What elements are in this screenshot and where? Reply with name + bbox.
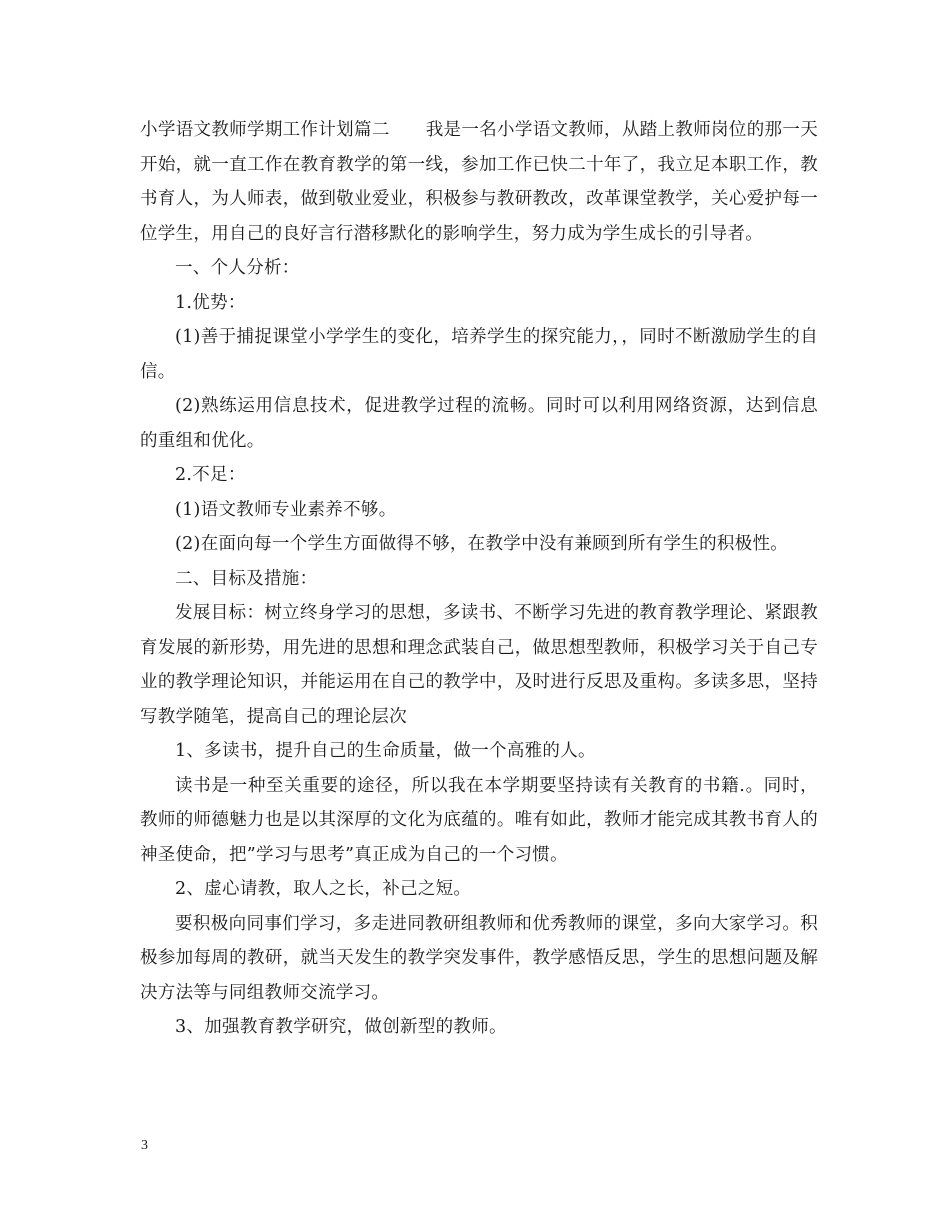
document-body [140, 113, 818, 1045]
page-number: 3 [141, 1138, 148, 1153]
development-goal-paragraph: 发展目标：树立终身学习的思想，多读书、不断学习先进的教育教学理论、紧跟教育发展的新形势，用先进的思想和理念武装自己，做思想型教师，积极学习关于自己专业的教学理论知识，并能运用在自己的教学中，及时进行反思及重构。多读多思，坚持写教学随笔，提高自己的理论层次 [140, 603, 818, 727]
subheading-weaknesses: 2.不足： [175, 465, 246, 485]
measure-paragraph-1: 读书是一种至关重要的途径，所以我在本学期要坚持读有关教育的书籍.。同时，教师的师德魅力也是以其深厚的文化为底蕴的。唯有如此，教师才能完成其教书育人的神圣使命，把”学习与思考”真正成为自己的一个习惯。 [140, 775, 818, 865]
title-paragraph [140, 113, 818, 251]
weakness-item-1: (1)语文教师专业素养不够。 [175, 499, 397, 520]
measure-heading-2: 2、虚心请教，取人之长，补己之短。 [175, 879, 472, 899]
subheading-strengths: 1.优势： [175, 292, 246, 313]
measure-paragraph-2: 要积极向同事们学习，多走进同教研组教师和优秀教师的课堂，多向大家学习。积极参加每周的教研，就当天发生的教学突发事件，教学感悟反思，学生的思想问题及解决方法等与同组教师交流学习。 [140, 913, 818, 1003]
section-heading-personal-analysis: 一、个人分析： [175, 258, 300, 278]
intro-text: 我是一名小学语文教师，从踏上教师岗位的那一天开始，就一直工作在教育教学的第一线，参加工作已快二十年了，我立足本职工作，教书育人，为人师表，做到敬业爱业，积极参与教研教改，改革课堂教学，关心爱护每一位学生，用自己的良好言行潜移默化的影响学生，努力成为学生成长的引导者。 [140, 120, 818, 244]
measure-heading-3: 3、加强教育教学研究，做创新型的教师。 [175, 1017, 507, 1037]
strength-item-2: (2)熟练运用信息技术，促进教学过程的流畅。同时可以利用网络资源，达到信息的重组和优化。 [140, 396, 818, 451]
measure-heading-1: 1、多读书，提升自己的生命质量，做一个高雅的人。 [175, 741, 596, 761]
strength-item-1: (1)善于捕捉课堂小学学生的变化，培养学生的探究能力，，同时不断激励学生的自信。 [140, 327, 818, 382]
document-title: 小学语文教师学期工作计划篇二 [140, 120, 390, 140]
section-heading-goals: 二、目标及措施： [175, 568, 318, 589]
weakness-item-2: (2)在面向每一个学生方面做得不够，在教学中没有兼顾到所有学生的积极性。 [175, 534, 789, 554]
